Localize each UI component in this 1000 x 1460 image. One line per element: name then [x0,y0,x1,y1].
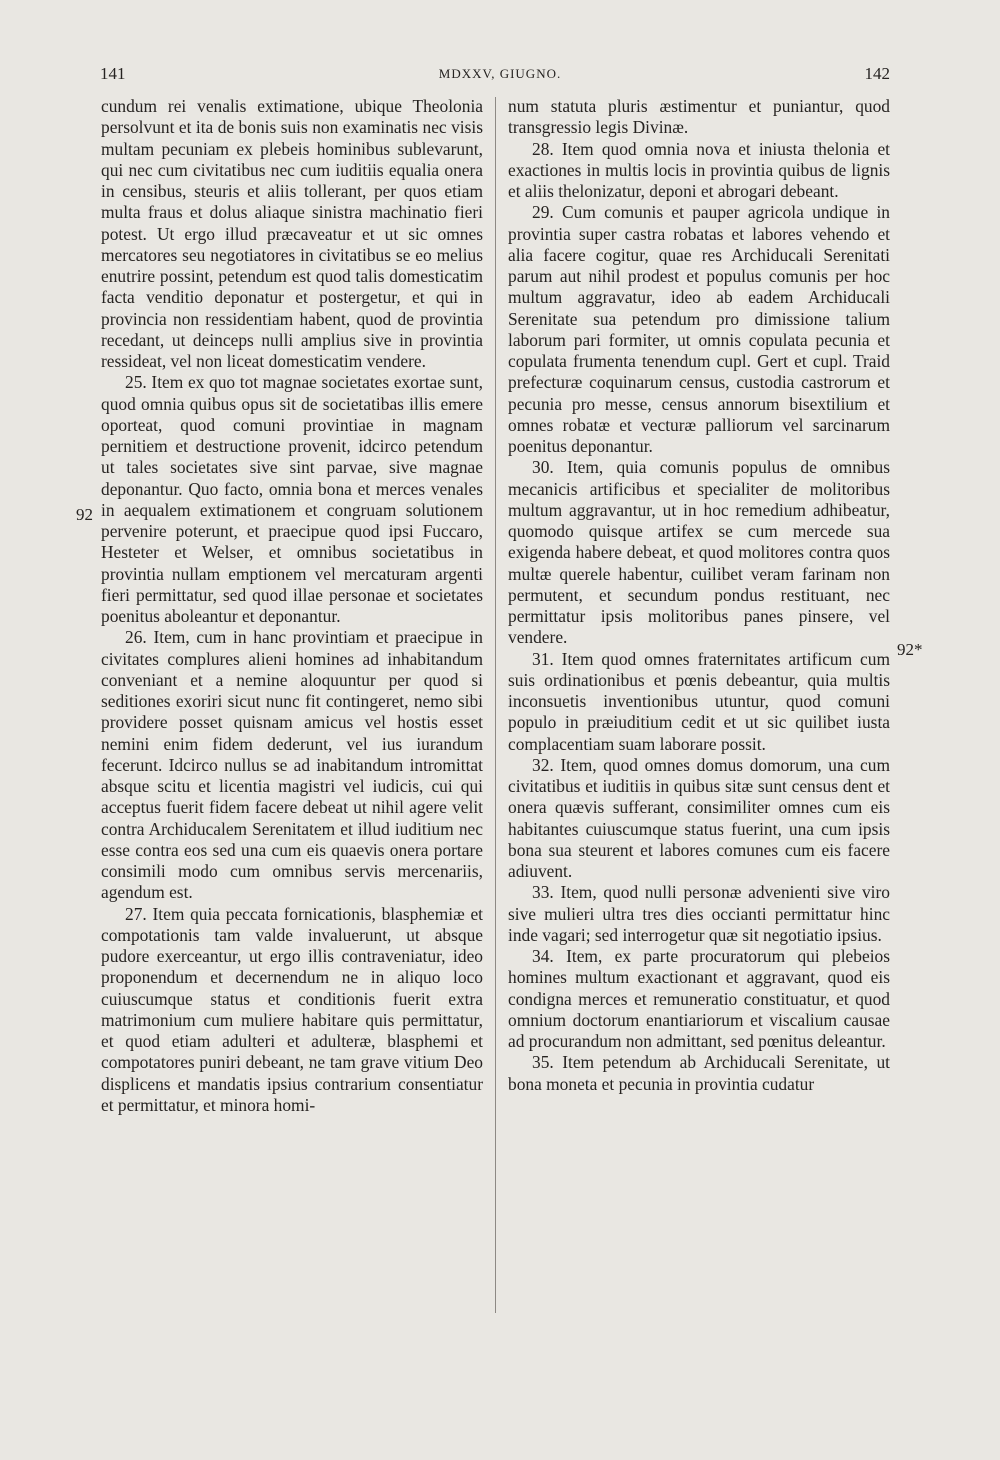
column-divider [495,97,496,1313]
paragraph: 25. Item ex quo tot magnae societates exortae sunt, quod omnia quibus opus sit de societatibas illis emere oporteat, quod comuni provintiae in magnam pernitiem et destructione provenit, idcirco petendum ut tales societates sive sint parvae, sive magnae deponantur. Quo facto, omnia bona et merces venales in aequalem extimationem et congruam solutionem pervenire poterunt, et praecipue quod ipsi Fuccaro, Hesteter et Welser, et omnibus societatibus in provintia nullam emptionem vel mercaturam argenti fieri permittatur, sed quod illae personae et societates poenitus aboleantur et deponantur. [101,372,483,626]
page-number-right: 142 [864,64,890,83]
running-title: MDXXV, GIUGNO. [438,66,562,81]
page-header [0,60,1000,90]
paragraph: num statuta pluris æstimentur et puniantur, quod transgressio legis Divinæ. [508,96,890,138]
paragraph: 30. Item, quia comunis populus de omnibus mecanicis artificibus et specialiter de molitoribus multum aggravantur, ut in hoc remedium adhibeatur, quomodo quisque artifex se cum mercede sua exigenda habere debeat, et quod molitores contra quos multæ querele habentur, cuilibet veram farinam non permutent, et secundum pondus restituant, nec permittatur ipsis molitoribus panes pinsere, vel vendere. [508,457,890,648]
paragraph: 35. Item petendum ab Archiducali Serenitate, ut bona moneta et pecunia in provintia cudatur [508,1052,890,1094]
paragraph: 28. Item quod omnia nova et iniusta thelonia et exactiones in multis locis in provintia quibus de lignis et aliis thelonizatur, deponi et abrogari debeant. [508,138,890,201]
margin-note-left: 92 [76,505,93,524]
paragraph: 26. Item, cum in hanc provintiam et praecipue in civitates complures alieni homines ad inhabitandum conveniant et a nemine aloquuntur per quod si seditiones exoriri sicut nunc fit contingeret, nemo sibi providere posset quisnam amicus vel hostis esset nemini enim fidem dederunt, vel ius iurandum fecerunt. Idcirco nullus se ad inabitandum intromittat absque scitu et licentia magistri vel iudicis, cui qui acceptus fuerit fidem facere debeat ut nihil agere velit contra Archiducalem Serenitatem et illud iuditium nec esse contra eos sed una cum eis quaevis onera portare consimili modo cum omnibus servis mercenariis, agendum est. [101,627,483,903]
paragraph: 27. Item quia peccata fornicationis, blasphemiæ et compotationis tam valde invaluerunt, ut absque pudore exerceantur, ut ergo illis contraveniatur, ideo proponendum et decernendum ne in aliquo loco cuiuscumque status et conditionis fuerit extra matrimonium cum muliere habitare quis permittatur, et quod etiam adulteri et adulteræ, blasphemi et compotatores puniri debeant, ne tam grave vitium Deo displicens et mandatis ipsius contrarium consentiatur et permittatur, et minora homi- [101,903,483,1115]
right-text-column [508,96,890,1095]
paragraph: 34. Item, ex parte procuratorum qui plebeios homines multum exactionant et aggravant, quod eis condigna merces et remuneratio constituatur, et quod omnium doctorum enantiariorum et viscalium causae ad procurandum non admittant, sed pœnitus deleantur. [508,946,890,1051]
margin-note-right: 92* [897,640,923,659]
paragraph: 29. Cum comunis et pauper agricola undique in provintia super castra robatas et labores vehendo et alia facere cogitur, quae res Archiducali Serenitati parum aut nihil prodest et populus comunis per hoc multum aggravatur, ideo ab eadem Archiducali Serenitate sua petendum pro dimissione talium laborum pari formiter, ut omnis copulata pecunia et copulata frumenta tenendum cupl. Gert et cupl. Traid prefecturæ coquinarum census, custodia castrorum et pecunia pro messe, census annorum bisextilium et omnes robatæ et vecturæ palliorum vel sarcinarum poenitus deponantur. [508,202,890,456]
paragraph: 33. Item, quod nulli personæ advenienti sive viro sive mulieri ultra tres dies occianti permittatur hinc inde vagari; sed interrogetur quæ sit negotiatio ipsius. [508,882,890,945]
paragraph: 31. Item quod omnes fraternitates artificum cum suis ordinationibus et pœnis debeantur, quia multis inconsuetis inventionibus utuntur, quod comuni populo in præiuditium cedit et ut sic quilibet iusta complacentiam suam laborare possit. [508,648,890,754]
left-text-column [101,96,483,1116]
paragraph: cundum rei venalis extimatione, ubique Theolonia persolvunt et ita de bonis suis non examinatis nec visis multam pecuniam ex plebeis hominibus sublevarunt, qui nec cum civitatibus nec cum iuditiis equalia onera in censibus, steuris et aliis tollerant, per quos etiam multa fraus et dolus aliaque sinistra machinatio fieri potest. Ut ergo illud præcaveatur et ut sic omnes mercatores seu negotiatores in civitatibus se eo melius enutrire possint, petendum est quod talis domesticatim facta venditio deponatur et postergetur, et qui in provincia non ressidentiam habent, quod de provintia recedant, ut deinceps nulli amplius sive in provintia ressideat, vel non liceat domesticatim vendere. [101,96,483,371]
page-number-left: 141 [100,64,126,83]
paragraph: 32. Item, quod omnes domus domorum, una cum civitatibus et iuditiis in quibus sitæ sunt census dent et onera quævis sufferant, consimiliter omnes cum eis habitantes cuiuscumque status fuerint, una cum ipsis bona sua steurent et labores comunes cum eis facere adiuvent. [508,754,890,881]
